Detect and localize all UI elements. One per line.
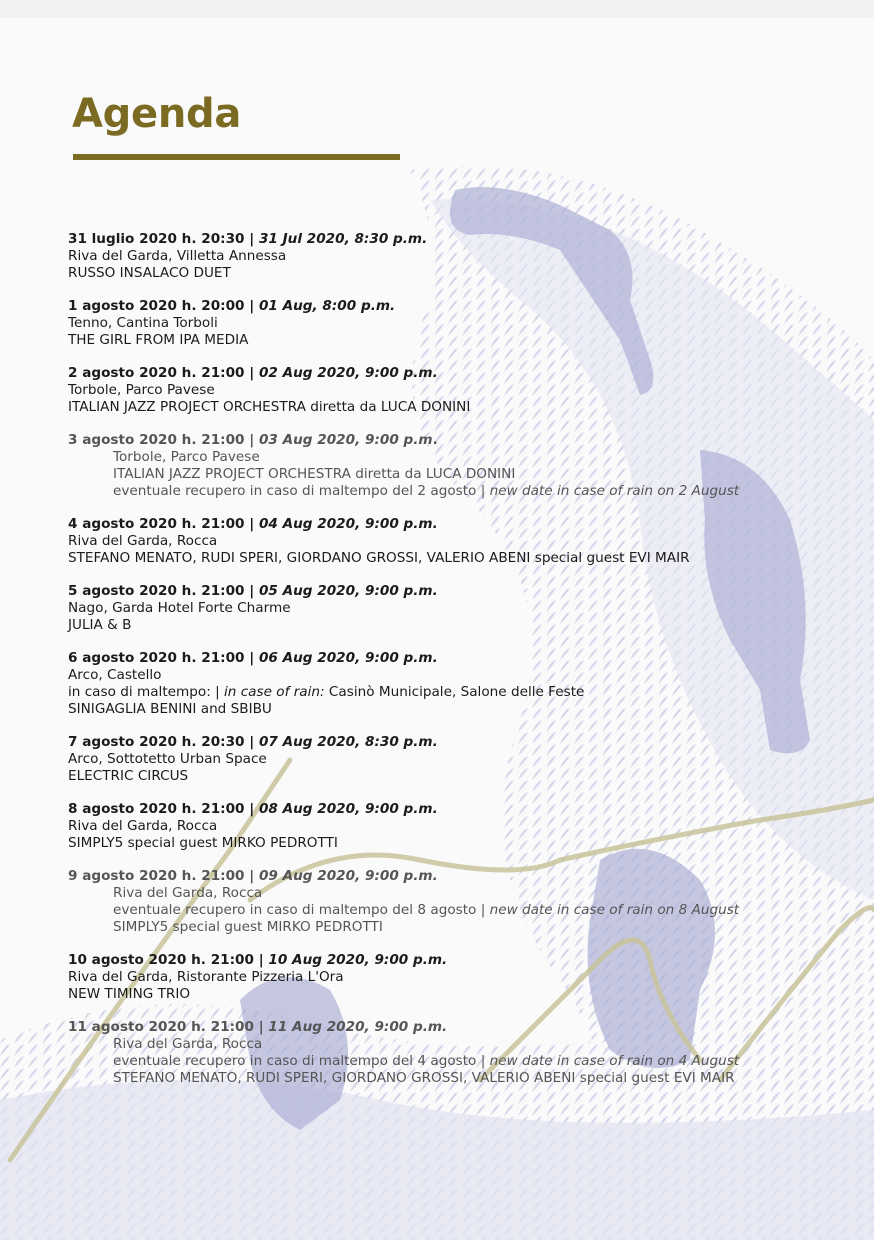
event-venue: Torbole, Parco Pavese	[113, 449, 260, 465]
event-item	[68, 801, 858, 852]
event-date: 5 agosto 2020 h. 21:00 | 05 Aug 2020, 9:00 p.m.	[68, 583, 438, 599]
event-artist: ITALIAN JAZZ PROJECT ORCHESTRA diretta da LUCA DONINI	[68, 399, 471, 415]
event-date: 1 agosto 2020 h. 20:00 | 01 Aug, 8:00 p.m.	[68, 298, 396, 314]
event-date: 3 agosto 2020 h. 21:00 | 03 Aug 2020, 9:00 p.m.	[68, 432, 438, 448]
event-venue: Arco, Sottotetto Urban Space	[68, 751, 267, 767]
event-item-rain-date	[68, 432, 858, 500]
event-item	[68, 734, 858, 785]
event-artist: STEFANO MENATO, RUDI SPERI, GIORDANO GROSSI, VALERIO ABENI special guest EVI MAIR	[113, 1070, 735, 1086]
event-date: 31 luglio 2020 h. 20:30 | 31 Jul 2020, 8:30 p.m.	[68, 231, 428, 247]
event-artist: NEW TIMING TRIO	[68, 986, 191, 1002]
event-date: 2 agosto 2020 h. 21:00 | 02 Aug 2020, 9:00 p.m.	[68, 365, 438, 381]
event-date: 10 agosto 2020 h. 21:00 | 10 Aug 2020, 9:00 p.m.	[68, 952, 448, 968]
event-rain-note: eventuale recupero in caso di maltempo del 4 agosto | new date in case of rain on 4 August	[113, 1053, 740, 1069]
page-title: Agenda	[72, 91, 242, 137]
event-item	[68, 516, 858, 567]
event-date: 6 agosto 2020 h. 21:00 | 06 Aug 2020, 9:00 p.m.	[68, 650, 438, 666]
event-venue: Riva del Garda, Rocca	[68, 818, 218, 834]
event-artist: RUSSO INSALACO DUET	[68, 265, 231, 281]
event-venue: Riva del Garda, Ristorante Pizzeria L'Ora	[68, 969, 344, 985]
event-venue: Tenno, Cantina Torboli	[68, 315, 218, 331]
event-item	[68, 583, 858, 634]
event-artist: SINIGAGLIA BENINI and SBIBU	[68, 701, 272, 717]
event-venue: Riva del Garda, Villetta Annessa	[68, 248, 287, 264]
event-artist: THE GIRL FROM IPA MEDIA	[68, 332, 249, 348]
event-item-rain-date	[68, 868, 858, 936]
event-venue: Riva del Garda, Rocca	[113, 1036, 263, 1052]
event-date: 8 agosto 2020 h. 21:00 | 08 Aug 2020, 9:00 p.m.	[68, 801, 438, 817]
event-venue: Riva del Garda, Rocca	[113, 885, 263, 901]
event-alternate-venue: in caso di maltempo: | in case of rain: Casinò Municipale, Salone delle Feste	[68, 684, 585, 700]
event-venue: Nago, Garda Hotel Forte Charme	[68, 600, 291, 616]
event-rain-note: eventuale recupero in caso di maltempo del 8 agosto | new date in case of rain on 8 August	[113, 902, 740, 918]
event-venue: Riva del Garda, Rocca	[68, 533, 218, 549]
event-date: 7 agosto 2020 h. 20:30 | 07 Aug 2020, 8:30 p.m.	[68, 734, 438, 750]
event-item-rain-date	[68, 1019, 858, 1087]
event-item	[68, 365, 858, 416]
event-item	[68, 231, 858, 282]
event-artist: STEFANO MENATO, RUDI SPERI, GIORDANO GROSSI, VALERIO ABENI special guest EVI MAIR	[68, 550, 690, 566]
agenda-list	[68, 231, 858, 1103]
event-venue: Torbole, Parco Pavese	[68, 382, 215, 398]
title-underline	[73, 154, 400, 160]
event-artist: JULIA & B	[68, 617, 132, 633]
event-item	[68, 952, 858, 1003]
event-date: 9 agosto 2020 h. 21:00 | 09 Aug 2020, 9:00 p.m.	[68, 868, 438, 884]
event-artist: SIMPLY5 special guest MIRKO PEDROTTI	[68, 835, 338, 851]
event-rain-note: eventuale recupero in caso di maltempo del 2 agosto | new date in case of rain on 2 August	[113, 483, 740, 499]
event-artist: ELECTRIC CIRCUS	[68, 768, 189, 784]
event-date: 4 agosto 2020 h. 21:00 | 04 Aug 2020, 9:00 p.m.	[68, 516, 438, 532]
event-artist: SIMPLY5 special guest MIRKO PEDROTTI	[113, 919, 383, 935]
event-artist: ITALIAN JAZZ PROJECT ORCHESTRA diretta da LUCA DONINI	[113, 466, 516, 482]
event-date: 11 agosto 2020 h. 21:00 | 11 Aug 2020, 9:00 p.m.	[68, 1019, 448, 1035]
event-item	[68, 298, 858, 349]
event-item	[68, 650, 858, 718]
event-venue: Arco, Castello	[68, 667, 162, 683]
